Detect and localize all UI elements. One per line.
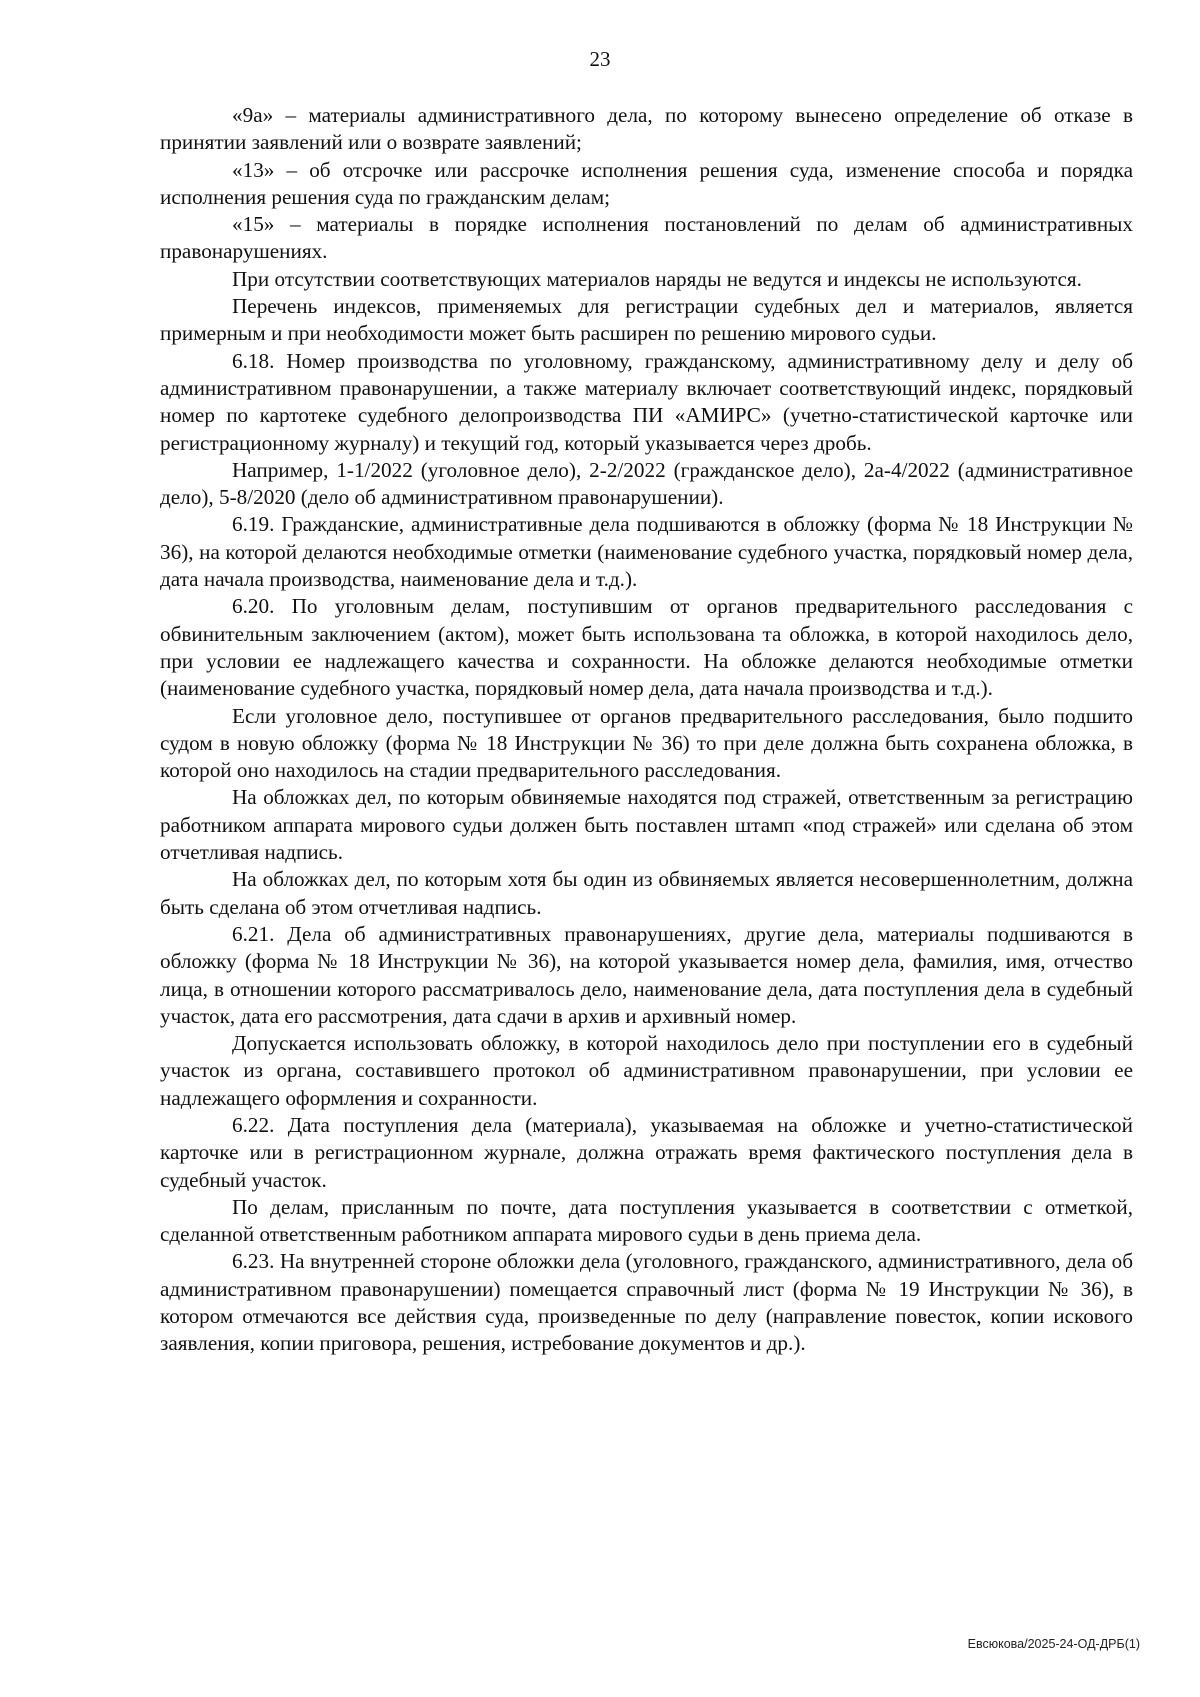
paragraph-post-date: По делам, присланным по почте, дата поступления указывается в соответствии с отметкой, сделанной ответственным работником аппарата мирового судьи в день приема дела. <box>160 1194 1133 1247</box>
paragraph-new-cover: Если уголовное дело, поступившее от органов предварительного расследования, было подшито судом в новую обложку (форма № 18 Инструкции № 36) то при деле должна быть сохранена обложка, в которой оно находилось на стадии предварительного расследования. <box>160 703 1133 783</box>
paragraph-no-materials: При отсутствии соответствующих материалов наряды не ведутся и индексы не используются. <box>232 266 1082 291</box>
paragraph-6-20: 6.20. По уголовным делам, поступившим от органов предварительного расследования с обвинительным заключением (актом), может быть использована та обложка, в которой находилось дело, при условии ее надлежащего качества и сохранности. На обложке делаются необходимые отметки (наименование судебного участка, порядковый номер дела, дата начала производства и т.д.). <box>160 594 1133 701</box>
paragraph-6-18: 6.18. Номер производства по уголовному, гражданскому, административному делу и делу об административном правонарушении, а также материалу включает соответствующий индекс, порядковый номер по картотеке судебного делопроизводства ПИ «АМИРС» (учетно-статистической карточке или регистрационному журналу) и текущий год, который указывается через дробь. <box>160 348 1133 455</box>
paragraph-6-21: 6.21. Дела об административных правонарушениях, другие дела, материалы подшиваются в обложку (форма № 18 Инструкции № 36), на которой указывается номер дела, фамилия, имя, отчество лица, в отношении которого рассматривалось дело, наименование дела, дата поступления дела в судебный участок, дата его рассмотрения, дата сдачи в архив и архивный номер. <box>160 921 1133 1028</box>
paragraph-minor: На обложках дел, по которым хотя бы один из обвиняемых является несовершеннолетним, должна быть сделана об этом отчетливая надпись. <box>160 867 1133 919</box>
paragraph-6-22: 6.22. Дата поступления дела (материала), указываемая на обложке и учетно-статистической карточке или в регистрационном журнале, должна отражать время фактического поступления дела в судебный участок. <box>160 1112 1133 1192</box>
paragraph-index-9a: «9а» – материалы административного дела, по которому вынесено определение об отказе в принятии заявлений или о возврате заявлений; <box>160 103 1133 155</box>
paragraph-index-list: Перечень индексов, применяемых для регистрации судебных дел и материалов, является примерным и при необходимости может быть расширен по решению мирового судьи. <box>160 294 1133 346</box>
paragraph-6-23: 6.23. На внутренней стороне обложки дела (уголовного, гражданского, административного, дела об административном правонарушении) помещается справочный лист (форма № 19 Инструкции № 36), в котором отмечаются все действия суда, произведенные по делу (направление повесток, копии искового заявления, копии приговора, решения, истребование документов и др.). <box>160 1249 1133 1356</box>
paragraph-6-19: 6.19. Гражданские, административные дела подшиваются в обложку (форма № 18 Инструкции № 36), на которой делаются необходимые отметки (наименование судебного участка, порядковый номер дела, дата начала производства, наименование дела и т.д.). <box>160 512 1133 592</box>
footer-document-code: Евсюкова/2025-24-ОД-ДРБ(1) <box>967 1637 1140 1651</box>
paragraph-allowed-cover: Допускается использовать обложку, в которой находилось дело при поступлении его в судебный участок из органа, составившего протокол об административном правонарушении, при условии ее надлежащего оформления и сохранности. <box>160 1031 1133 1110</box>
page-number: 23 <box>589 47 611 71</box>
paragraph-example: Например, 1-1/2022 (уголовное дело), 2-2/2022 (гражданское дело), 2а-4/2022 (административное дело), 5-8/2020 (дело об административном правонарушении). <box>160 457 1133 510</box>
paragraph-index-15: «15» – материалы в порядке исполнения постановлений по делам об административных правонарушениях. <box>160 212 1133 264</box>
paragraph-index-13: «13» – об отсрочке или рассрочке исполнения решения суда, изменение способа и порядка исполнения решения суда по гражданским делам; <box>160 157 1133 209</box>
paragraph-custody-stamp: На обложках дел, по которым обвиняемые находятся под стражей, ответственным за регистрацию работником аппарата мирового судьи должен быть поставлен штамп «под стражей» или сделана об этом отчетливая надпись. <box>160 785 1133 865</box>
document-body <box>160 102 1133 1358</box>
